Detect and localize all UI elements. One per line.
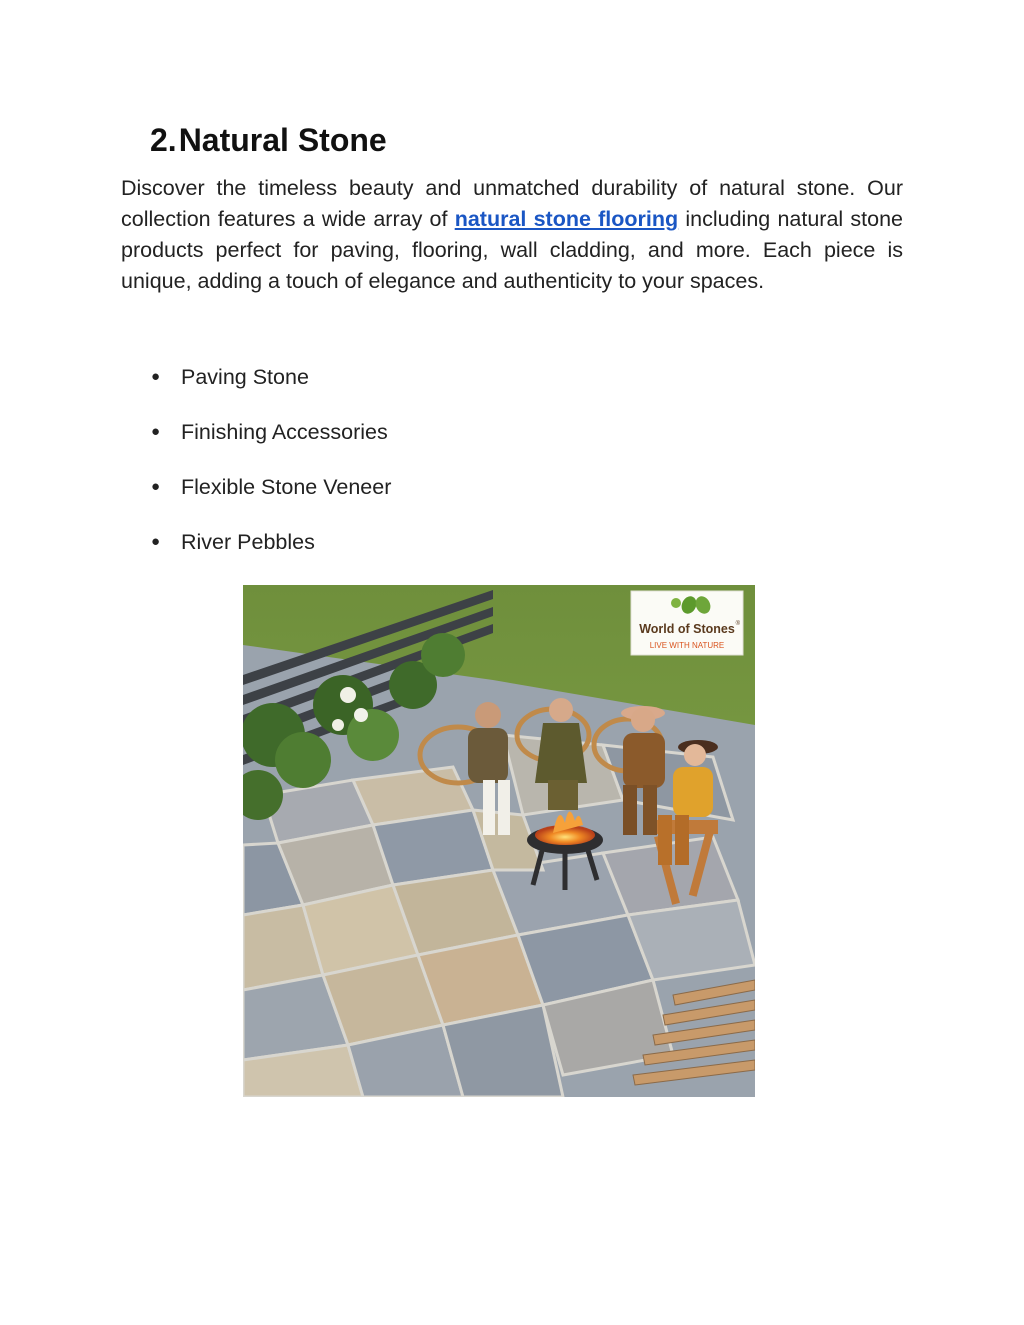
- list-item-label: River Pebbles: [181, 530, 315, 554]
- bullet-icon: ●: [151, 368, 161, 385]
- paragraph-text-start: Discover the timeless beauty and unmatched durability of natural stone. Our collection features a wide array of: [121, 176, 903, 231]
- bullet-icon: ●: [151, 478, 161, 495]
- logo-mark: ®: [735, 621, 740, 627]
- list-item: [0, 415, 500, 449]
- list-item-label: Finishing Accessories: [181, 420, 388, 444]
- paragraph-text-end: including natural stone products perfect for paving, flooring, wall cladding, and more. Each piece is unique, adding a touch of elegance and authenticity to your spaces.: [121, 207, 904, 293]
- list-item: [0, 470, 500, 504]
- list-item-label: Flexible Stone Veneer: [181, 475, 392, 499]
- logo-tagline: LIVE WITH NATURE: [649, 641, 725, 650]
- world-of-stones-logo: [631, 591, 743, 655]
- patio-photo: [243, 585, 755, 1097]
- section-title: Natural Stone: [178, 122, 387, 158]
- list-item: [0, 360, 500, 394]
- list-item: [0, 525, 500, 559]
- logo-brand: World of Stones: [639, 622, 735, 636]
- section-heading: [150, 120, 387, 160]
- bullet-icon: ●: [151, 423, 161, 440]
- bullet-icon: ●: [151, 533, 161, 550]
- section-number: 2.: [150, 122, 177, 158]
- list-item-label: Paving Stone: [181, 365, 309, 389]
- natural-stone-flooring-link[interactable]: natural stone flooring: [454, 207, 679, 231]
- intro-paragraph: [121, 173, 903, 297]
